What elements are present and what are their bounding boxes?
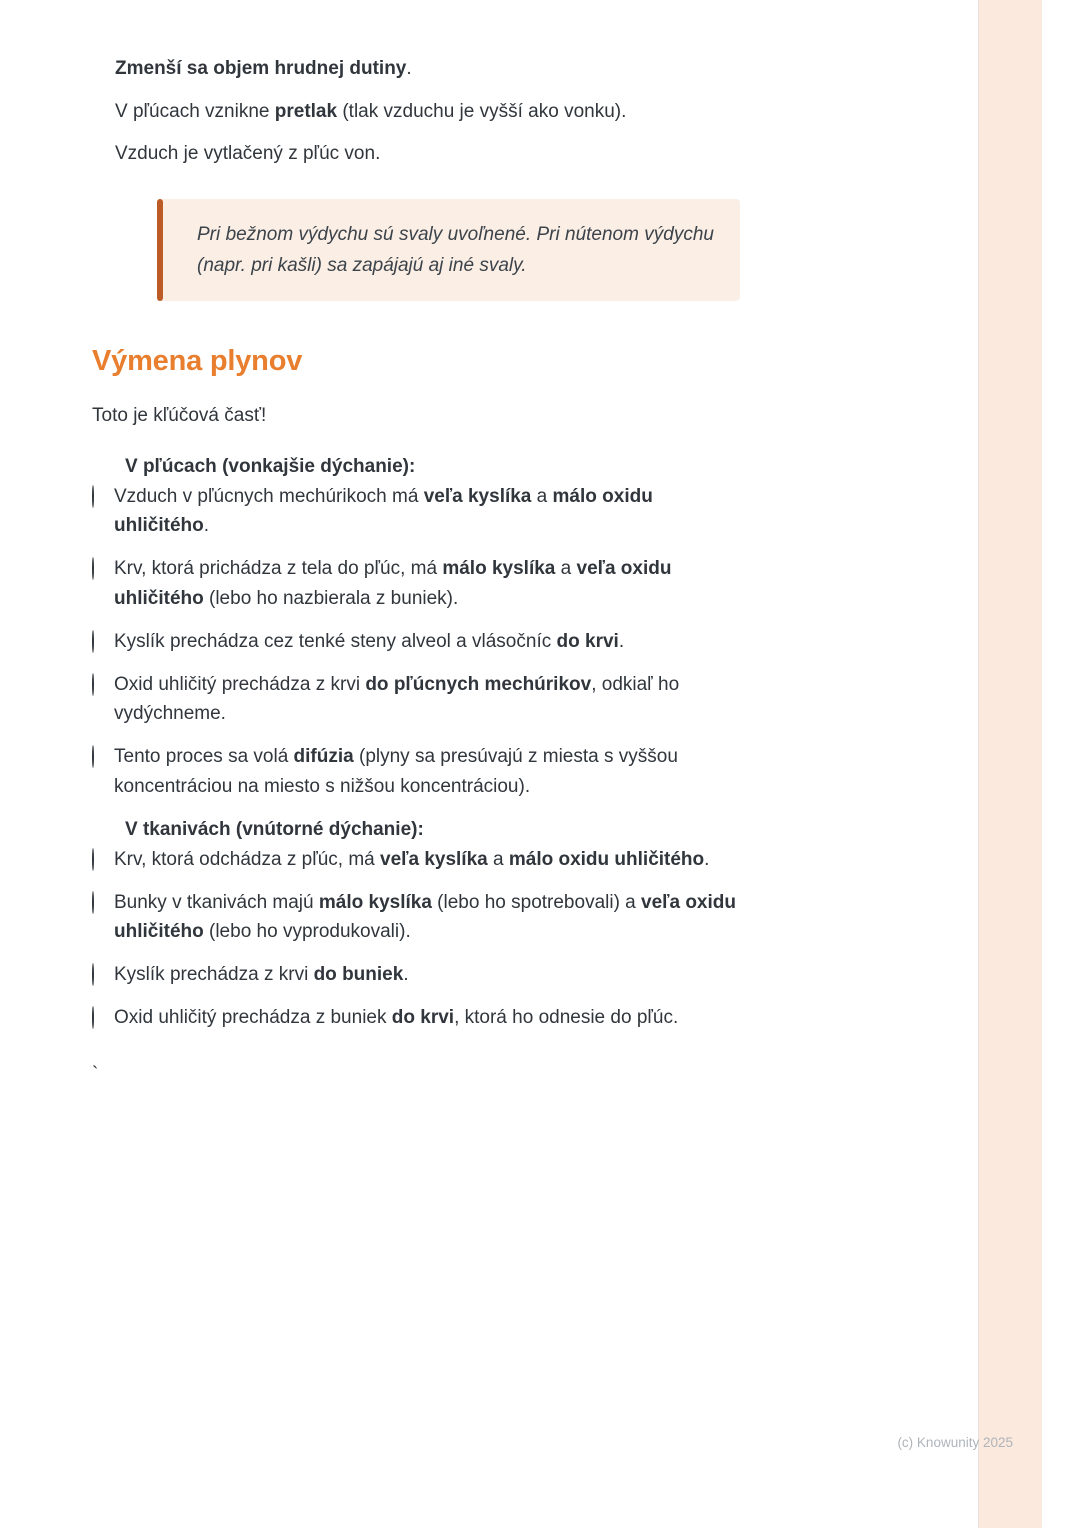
callout-list-item [134, 199, 740, 301]
callout-text: Pri bežnom výdychu sú svaly uvoľnené. Pri nútenom výdychu (napr. pri kašli) sa zapájajú aj iné svaly. [197, 223, 714, 276]
list-item [92, 554, 740, 613]
list-item-text: Kyslík prechádza cez tenké steny alveol a vlásočníc do krvi. [114, 630, 625, 652]
list-item-text: Oxid uhličitý prechádza z buniek do krvi, ktorá ho odnesie do pľúc. [114, 1007, 679, 1028]
list-item [92, 97, 740, 127]
section-heading: Výmena plynov [92, 344, 303, 377]
list-item-text: Vzduch v pľúcnych mechúrikoch má veľa kyslíka a málo oxidu uhličitého. [114, 485, 653, 536]
list-item [92, 54, 740, 84]
list-item-text: Zmenší sa objem hrudnej dutiny. [115, 58, 412, 79]
list-item-text: Krv, ktorá odchádza z pľúc, má veľa kyslíka a málo oxidu uhličitého. [114, 848, 710, 870]
list-item-text: Krv, ktorá prichádza z tela do pľúc, má málo kyslíka a veľa oxidu uhličitého (lebo ho nazbierala z buniek). [114, 558, 672, 609]
sub-bullet-list [92, 482, 740, 802]
stray-character: ` [92, 1063, 99, 1085]
list-item [92, 845, 740, 875]
circle-bullet-icon [92, 848, 94, 871]
list-item [92, 139, 740, 169]
intro-bullet-list [92, 54, 740, 169]
circle-bullet-icon [92, 557, 94, 580]
list-item [92, 627, 740, 657]
callout-box [157, 199, 740, 301]
document-content [0, 0, 740, 1089]
circle-bullet-icon [92, 485, 94, 508]
group-lungs [92, 452, 740, 801]
list-item [92, 742, 740, 801]
list-item [92, 888, 740, 947]
list-item [92, 960, 740, 990]
circle-bullet-icon [92, 963, 94, 986]
group-title: V pľúcach (vonkajšie dýchanie): [125, 456, 416, 477]
circle-bullet-icon [92, 1006, 94, 1029]
group-title: V tkanivách (vnútorné dýchanie): [125, 819, 424, 840]
list-item-text: Kyslík prechádza z krvi do buniek. [114, 964, 409, 985]
list-item-text: Bunky v tkanivách majú málo kyslíka (lebo ho spotrebovali) a veľa oxidu uhličitého (lebo ho vyprodukovali). [114, 891, 736, 942]
list-item [92, 1003, 740, 1033]
list-item-text: V pľúcach vznikne pretlak (tlak vzduchu je vyšší ako vonku). [115, 100, 627, 122]
circle-bullet-icon [92, 891, 94, 914]
circle-bullet-icon [92, 745, 94, 768]
list-item-text: Oxid uhličitý prechádza z krvi do pľúcnych mechúrikov, odkiaľ ho vydýchneme. [114, 673, 680, 724]
circle-bullet-icon [92, 630, 94, 653]
list-item-text: Vzduch je vytlačený z pľúc von. [115, 143, 381, 164]
groups [92, 452, 740, 1033]
callout-accent-bar [157, 199, 163, 301]
group-tissues [92, 815, 740, 1033]
list-item [92, 670, 740, 729]
group-title-row [103, 815, 740, 845]
copyright-text: (c) Knowunity 2025 [897, 1435, 1013, 1450]
circle-bullet-icon [92, 673, 94, 696]
list-item [92, 482, 740, 541]
lead-text: Toto je kľúčová časť! [92, 404, 267, 426]
sub-bullet-list [92, 845, 740, 1033]
decorative-stripe [978, 0, 1042, 1528]
list-item-text: Tento proces sa volá difúzia (plyny sa presúvajú z miesta s vyššou koncentráciou na miesto s nižšou koncentráciou). [114, 746, 678, 797]
group-title-row [103, 452, 740, 482]
